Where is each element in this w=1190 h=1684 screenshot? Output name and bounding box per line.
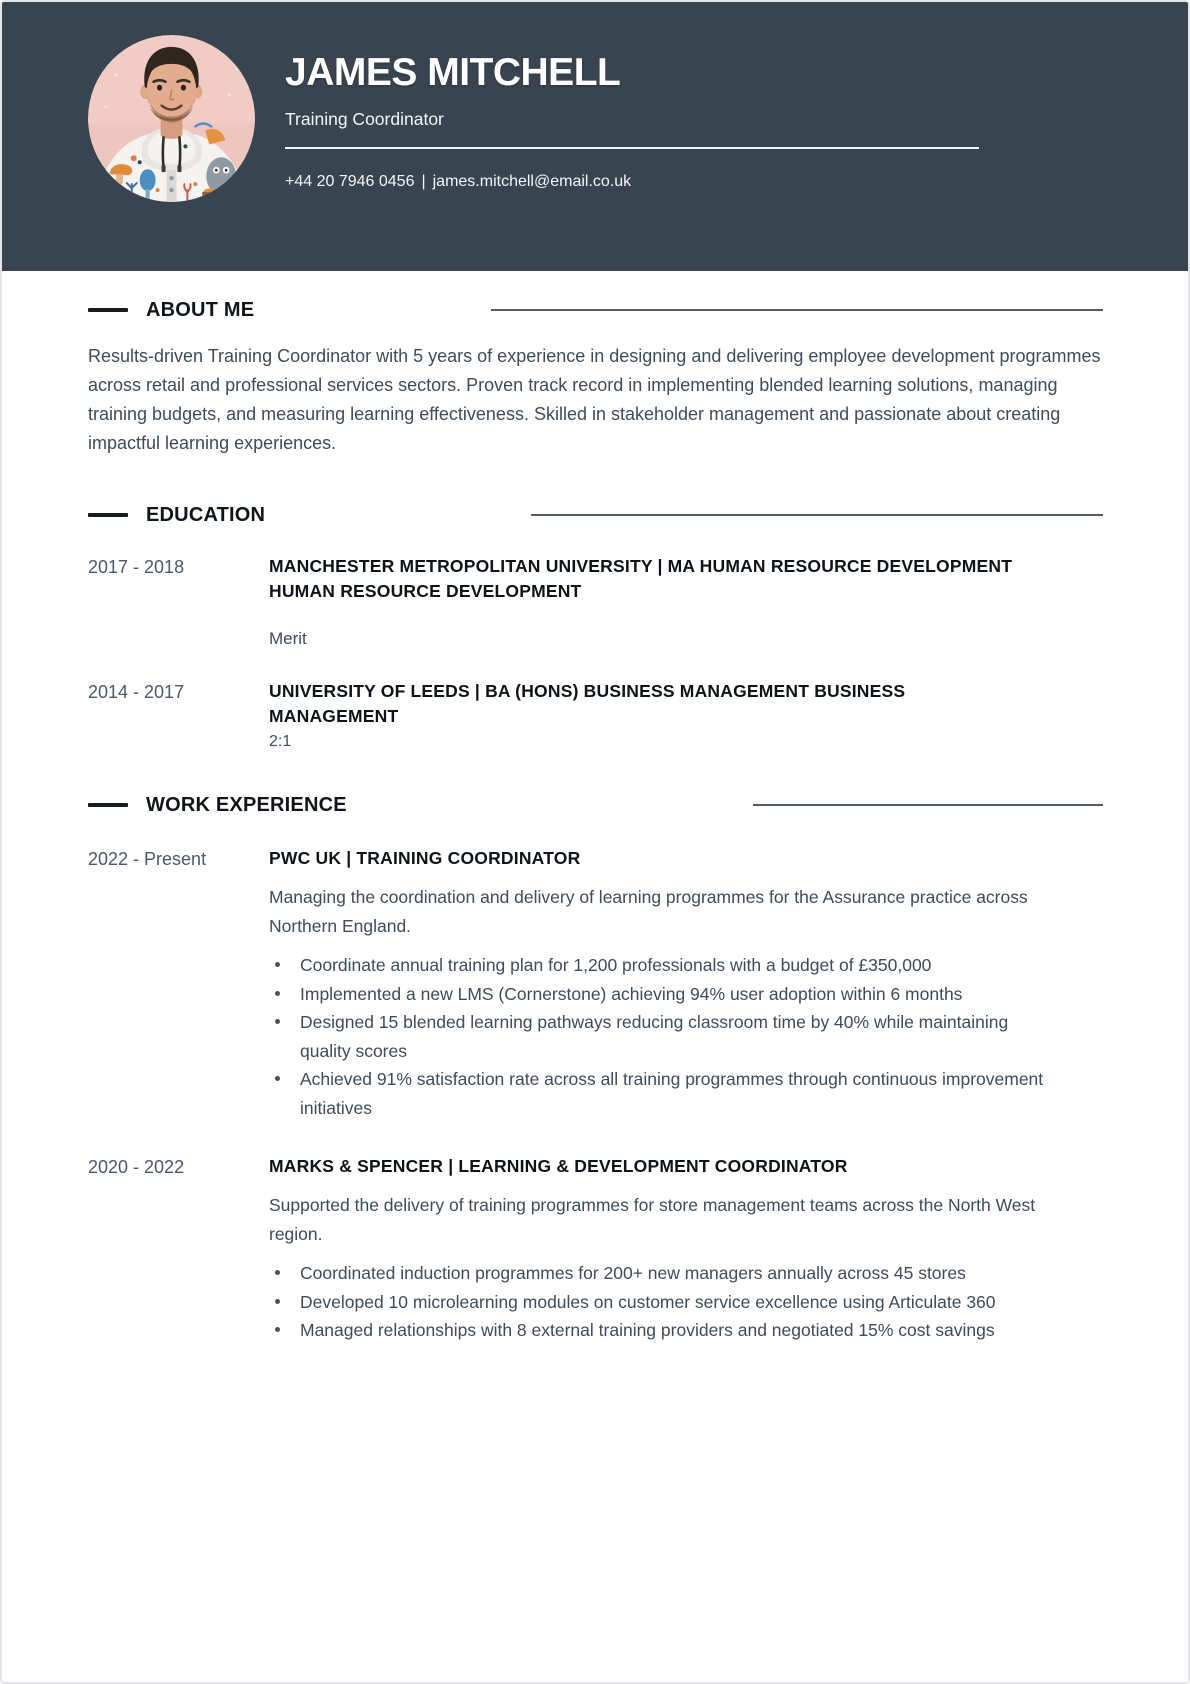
work-position-title: MARKS & SPENCER | LEARNING & DEVELOPMENT COORDINATOR <box>269 1156 848 1176</box>
education-grade: Merit <box>269 629 307 648</box>
section-education <box>88 500 1103 752</box>
section-dash-icon <box>88 803 128 807</box>
work-entry <box>88 846 1103 1122</box>
work-bullet: Coordinated induction programmes for 200+ new managers annually across 45 stores <box>269 1259 1059 1288</box>
section-title-education: EDUCATION <box>146 504 266 526</box>
section-head-work <box>88 790 1103 820</box>
header-banner <box>2 2 1188 271</box>
section-dash-icon <box>88 513 128 517</box>
work-entry-body <box>269 846 1103 1122</box>
section-rule <box>753 804 1103 806</box>
work-summary: Managing the coordination and delivery of learning programmes for the Assurance practice across Northern England. <box>269 887 1028 936</box>
work-dates: 2022 - Present <box>88 849 207 869</box>
work-bullet: Implemented a new LMS (Cornerstone) achieving 94% user adoption within 6 months <box>269 980 1059 1009</box>
section-rule <box>531 514 1103 516</box>
work-summary: Supported the delivery of training programmes for store management teams across the North West region. <box>269 1195 1036 1244</box>
section-title-about: ABOUT ME <box>146 299 255 321</box>
contact-separator: | <box>421 172 426 190</box>
cv-content <box>2 295 1188 1345</box>
work-bullet: Achieved 91% satisfaction rate across all training programmes through continuous improvement initiatives <box>269 1065 1059 1122</box>
work-bullet: Managed relationships with 8 external training providers and negotiated 15% cost savings <box>269 1316 1059 1345</box>
education-degree-title: UNIVERSITY OF LEEDS | BA (HONS) BUSINESS MANAGEMENT BUSINESS MANAGEMENT <box>269 681 906 726</box>
candidate-name: JAMES MITCHELL <box>285 51 621 94</box>
profile-photo-illustration <box>88 35 255 202</box>
profile-photo <box>88 35 255 202</box>
section-dash-icon <box>88 308 128 312</box>
about-paragraph: Results-driven Training Coordinator with 5 years of experience in designing and delivering employee development programmes across retail and professional services sectors. Proven track record in implementing blended learning solutions, managing training budgets, and measuring learning effectiveness. Skilled in stakeholder management and passionate about creating impactful learning experiences. <box>88 346 1101 453</box>
education-degree-title: MANCHESTER METROPOLITAN UNIVERSITY | MA HUMAN RESOURCE DEVELOPMENT HUMAN RESOURCE DEVELOPMENT <box>269 556 1013 601</box>
section-head-education <box>88 500 1103 530</box>
header-divider <box>285 147 979 149</box>
education-dates: 2017 - 2018 <box>88 557 185 577</box>
phone-number: +44 20 7946 0456 <box>285 172 415 190</box>
candidate-role: Training Coordinator <box>285 109 444 129</box>
education-grade: 2:1 <box>269 733 292 750</box>
work-bullet-list <box>269 951 1103 1122</box>
section-work-experience <box>88 790 1103 1345</box>
email-address: james.mitchell@email.co.uk <box>432 172 632 190</box>
work-bullet-list <box>269 1259 1103 1345</box>
education-entry-body <box>269 554 1103 649</box>
header-text-block <box>285 50 979 192</box>
education-entry-body <box>269 679 1103 752</box>
section-title-work: WORK EXPERIENCE <box>146 794 347 816</box>
contact-line <box>285 172 979 192</box>
education-entry <box>88 679 1103 752</box>
section-rule <box>491 309 1103 311</box>
work-dates: 2020 - 2022 <box>88 1157 185 1177</box>
work-bullet: Designed 15 blended learning pathways reducing classroom time by 40% while maintaining quality scores <box>269 1008 1059 1065</box>
section-head-about <box>88 295 1103 325</box>
work-bullet: Coordinate annual training plan for 1,200 professionals with a budget of £350,000 <box>269 951 1059 980</box>
work-entry <box>88 1154 1103 1345</box>
work-position-title: PWC UK | TRAINING COORDINATOR <box>269 848 581 868</box>
work-entry-body <box>269 1154 1103 1345</box>
section-about <box>88 295 1103 458</box>
education-dates: 2014 - 2017 <box>88 682 185 702</box>
work-bullet: Developed 10 microlearning modules on customer service excellence using Articulate 360 <box>269 1288 1059 1317</box>
education-entry <box>88 554 1103 649</box>
